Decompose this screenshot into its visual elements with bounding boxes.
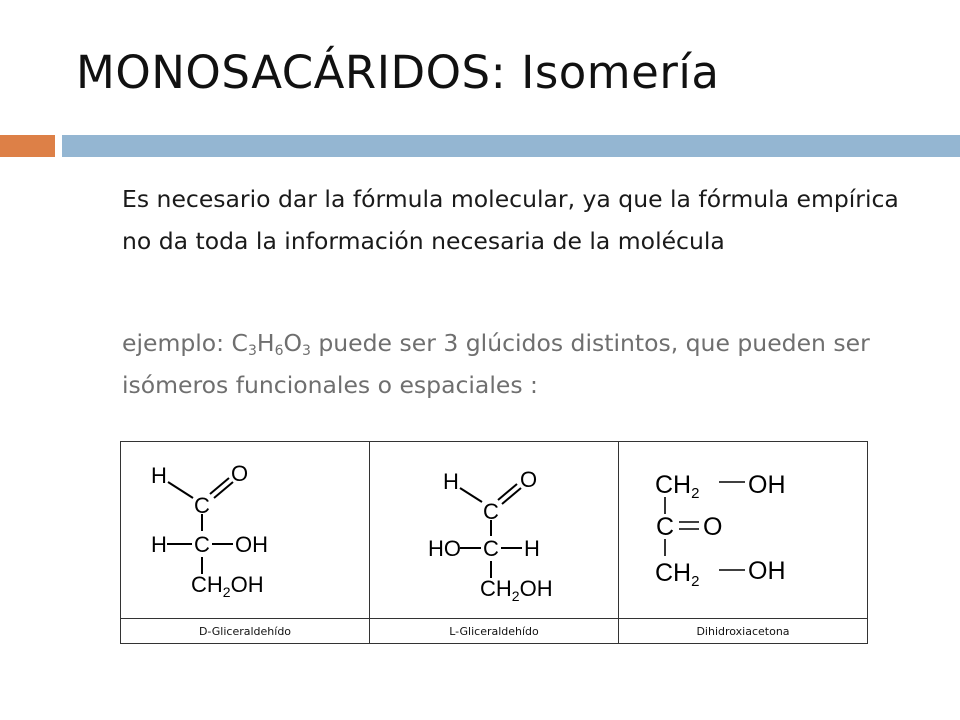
atom-bottom-oh: OH xyxy=(748,557,786,585)
atom-o-top: O xyxy=(231,461,249,486)
atom-top xyxy=(655,471,699,502)
atom-bottom xyxy=(655,559,699,590)
l-glyceraldehyde-cell xyxy=(370,442,619,619)
example-suffix: puede ser 3 glúcidos distintos, que pueden ser isómeros funcionales o espaciales : xyxy=(122,329,870,399)
atom-bottom-ch: CH xyxy=(655,559,692,587)
atom-top-ch: CH xyxy=(655,471,692,499)
example-prefix: ejemplo: C xyxy=(122,329,248,357)
atom-right: OH xyxy=(235,532,268,557)
caption-l-glyceraldehyde: L-Gliceraldehído xyxy=(370,619,619,644)
atom-right: H xyxy=(524,536,540,561)
subscript-c: 3 xyxy=(247,343,257,359)
caption-dihydroxyacetone: Dihidroxiacetona xyxy=(619,619,868,644)
atom-top-sub: 2 xyxy=(691,485,700,502)
d-glyceraldehyde-cell xyxy=(121,442,370,619)
subscript-o: 3 xyxy=(301,343,311,359)
subscript-h: 6 xyxy=(274,343,284,359)
atom-h-top: H xyxy=(151,463,167,488)
atom-bottom-sub: 2 xyxy=(691,573,700,590)
atom-top-oh: OH xyxy=(748,471,786,499)
atom-bottom xyxy=(480,576,553,604)
atom-c2: C xyxy=(194,532,210,557)
l-glyceraldehyde-structure xyxy=(370,442,618,618)
atom-bottom-ch: CH xyxy=(480,576,512,601)
atom-bottom-sub: 2 xyxy=(511,588,520,604)
atom-h-top: H xyxy=(443,469,459,494)
atom-o-top: O xyxy=(520,467,538,492)
atom-mid-o: O xyxy=(703,513,723,541)
example-o: O xyxy=(283,329,302,357)
atom-bottom-ch: CH xyxy=(191,572,223,597)
example-h: H xyxy=(256,329,275,357)
structures-table xyxy=(120,441,868,644)
dihydroxyacetone-structure xyxy=(619,442,867,618)
atom-bottom-tail: OH xyxy=(230,572,264,597)
d-glyceraldehyde-structure xyxy=(121,442,369,618)
slide-title: MONOSACÁRIDOS: Isomería xyxy=(76,46,720,99)
atom-mid-c: C xyxy=(656,513,675,541)
atom-bottom-tail: OH xyxy=(519,576,553,601)
atom-left: H xyxy=(151,532,167,557)
atom-bottom xyxy=(191,572,264,600)
paragraph-molecular-formula: Es necesario dar la fórmula molecular, ya que la fórmula empírica no da toda la información necesaria de la molécula xyxy=(122,185,899,255)
atom-c2: C xyxy=(483,536,499,561)
atom-c1: C xyxy=(483,499,499,524)
paragraph-example xyxy=(122,322,912,406)
atom-c1: C xyxy=(194,493,210,518)
atom-bottom-sub: 2 xyxy=(222,584,231,600)
dihydroxyacetone-cell xyxy=(619,442,868,619)
accent-bar xyxy=(0,135,55,157)
atom-left: HO xyxy=(428,536,461,561)
caption-d-glyceraldehyde: D-Gliceraldehído xyxy=(121,619,370,644)
title-underline-bar xyxy=(62,135,960,157)
